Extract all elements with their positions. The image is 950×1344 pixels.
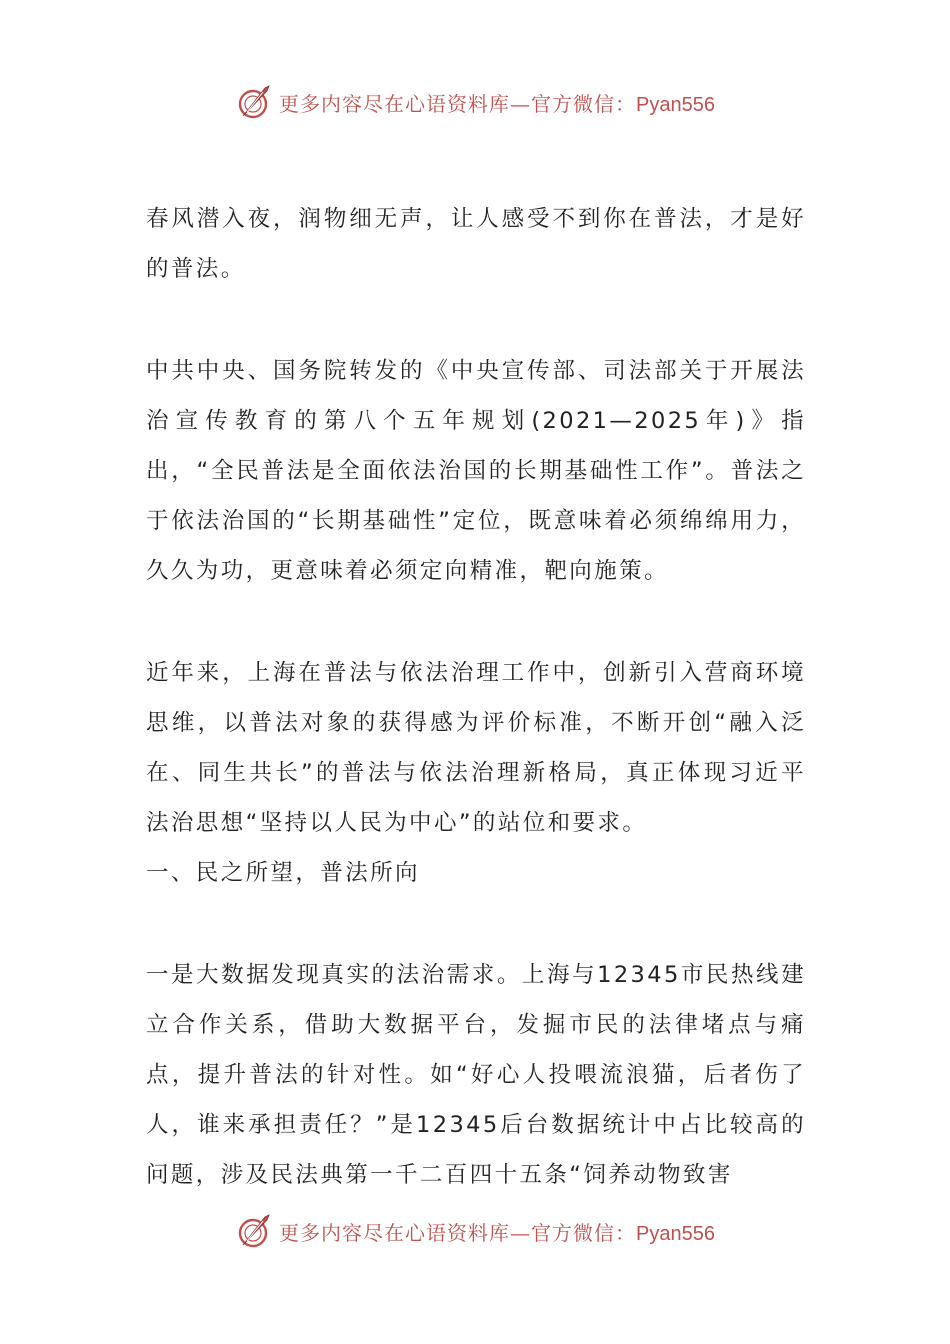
quill-logo-icon bbox=[235, 1211, 275, 1251]
paragraph-spacer bbox=[146, 596, 806, 648]
paragraph-spacer bbox=[146, 294, 806, 346]
section-heading: 一、民之所望，普法所向 bbox=[146, 860, 420, 886]
paragraph-intro: 春风潜入夜，润物细无声，让人感受不到你在普法，才是好的普法。 bbox=[146, 206, 806, 282]
document-body bbox=[146, 194, 806, 1200]
banner-dash: — bbox=[510, 91, 532, 116]
banner-wechat-id: Pyan556 bbox=[636, 1222, 715, 1245]
banner-main-text: 更多内容尽在心语资料库 bbox=[279, 1220, 511, 1245]
header-banner bbox=[0, 80, 950, 124]
banner-wechat-label: 官方微信： bbox=[531, 1220, 637, 1245]
banner-wechat-id: Pyan556 bbox=[636, 93, 715, 116]
banner-wechat-label: 官方微信： bbox=[531, 91, 637, 116]
banner-dash: — bbox=[510, 1220, 532, 1245]
paragraph-spacer bbox=[146, 898, 806, 950]
quill-logo-icon bbox=[235, 82, 275, 122]
footer-banner bbox=[0, 1209, 950, 1253]
paragraph-bigdata: 一是大数据发现真实的法治需求。上海与12345市民热线建立合作关系，借助大数据平台，发掘市民的法律堵点与痛点，提升普法的针对性。如“好心人投喂流浪猫，后者伤了人，谁来承担责任？”是12345后台数据统计中占比较高的问题，涉及民法典第一千二百四十五条“饲养动物致害 bbox=[146, 962, 806, 1188]
paragraph-plan: 中共中央、国务院转发的《中央宣传部、司法部关于开展法治宣传教育的第八个五年规划(2021—2025年)》指出，“全民普法是全面依法治国的长期基础性工作”。普法之于依法治国的“长期基础性”定位，既意味着必须绵绵用力，久久为功，更意味着必须定向精准，靶向施策。 bbox=[146, 358, 806, 584]
banner-text bbox=[279, 88, 715, 117]
banner-main-text: 更多内容尽在心语资料库 bbox=[279, 91, 511, 116]
paragraph-shanghai: 近年来，上海在普法与依法治理工作中，创新引入营商环境思维，以普法对象的获得感为评价标准，不断开创“融入泛在、同生共长”的普法与依法治理新格局，真正体现习近平法治思想“坚持以人民为中心”的站位和要求。 bbox=[146, 660, 806, 836]
banner-text bbox=[279, 1217, 715, 1246]
